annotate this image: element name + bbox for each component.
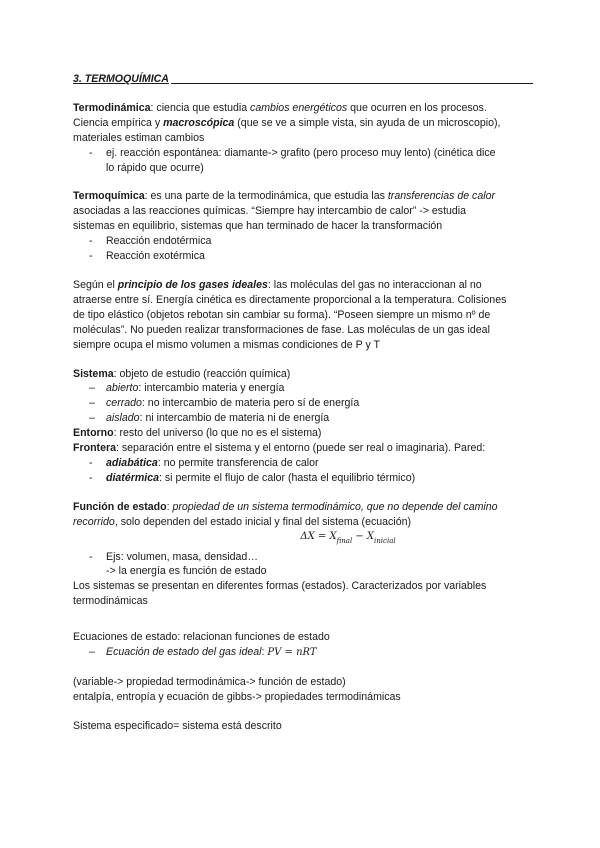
list-item: - diatérmica: si permite el flujo de calor (hasta el equilibrio térmico)	[89, 471, 416, 484]
list-item: - Ejs: volumen, masa, densidad… -> la energía es función de estado	[89, 550, 267, 578]
variables-line-2: entalpía, entropía y ecuación de gibbs-> propiedades termodinámicas	[73, 690, 401, 703]
termodinamica-list	[73, 146, 533, 176]
section-especificado	[73, 719, 533, 734]
especificado-line: Sistema especificado= sistema está descrito	[73, 719, 282, 732]
section-variables	[73, 675, 533, 705]
termoquimica-line-3: sistemas en equilibrio, sistemas que han terminado de hacer la transformación	[73, 220, 443, 233]
section-funcion-estado	[73, 500, 533, 609]
section-sistema	[73, 367, 533, 486]
funcion-line-2: recorrido, solo dependen del estado inicial y final del sistema (ecuación)	[73, 515, 412, 528]
gases-line-2: atraerse entre sí. Energía cinética es directamente proporcional a la temperatura. Colisiones	[73, 293, 507, 306]
funcion-list	[73, 550, 533, 580]
funcion-line-a: Los sistemas se presentan en diferentes formas (estados). Caracterizados por variables	[73, 580, 487, 593]
gases-line-5: siempre ocupa el mismo volumen a mismas condiciones de P y T	[73, 338, 380, 351]
sistema-line: Sistema: objeto de estudio (reacción química)	[73, 367, 291, 380]
termodinamica-line-2: Ciencia empírica y macroscópica (que se ve a simple vista, sin ayuda de un microscopio),	[73, 116, 501, 129]
gases-line-3: de tipo elástico (objetos rebotan sin cambiar su forma). “Poseen siempre un mismo nº de	[73, 308, 491, 321]
termoquimica-line-2: asociadas a las reacciones químicas. “Siempre hay intercambio de calor” -> estudia	[73, 205, 467, 218]
funcion-line-b: termodinámicas	[73, 595, 148, 608]
termodinamica-line-3: materiales estiman cambios	[73, 131, 205, 144]
list-item: - Reacción endotérmica	[89, 235, 212, 248]
list-item: – Ecuación de estado del gas ideal: PV = nRT	[89, 646, 317, 659]
section-gases-ideales	[73, 278, 533, 353]
document-page	[73, 72, 533, 734]
list-item: - adiabática: no permite transferencia de calor	[89, 456, 319, 469]
gases-line-4: moléculas”. No pueden realizar transformaciones de fase. Las moléculas de un gas ideal	[73, 323, 490, 336]
list-item: - Reacción exotérmica	[89, 250, 205, 263]
sistema-list	[73, 381, 533, 426]
termoquimica-line-1: Termoquímica: es una parte de la termodinámica, que estudia las transferencias de calor	[73, 190, 496, 203]
list-item: – abierto: intercambio materia y energía	[89, 382, 285, 395]
section-termoquimica	[73, 189, 533, 264]
list-item: – cerrado: no intercambio de materia pero sí de energía	[89, 397, 360, 410]
entorno-line: Entorno: resto del universo (lo que no es el sistema)	[73, 427, 322, 440]
heading-row	[73, 72, 533, 87]
variables-line-1: (variable-> propiedad termodinámica-> función de estado)	[73, 676, 346, 688]
equation-delta-x: $\Delta X = X_{final} - X_{inicial}$	[300, 530, 396, 545]
termodinamica-line-1: Termodinámica: ciencia que estudia cambios energéticos que ocurren en los procesos.	[73, 101, 487, 114]
list-item: - ej. reacción espontánea: diamante-> grafito (pero proceso muy lento) (cinética dice lo rápido que ocurre)	[89, 146, 496, 174]
section-termodinamica	[73, 101, 533, 176]
page-title: 3. TERMOQUÍMICA	[73, 73, 169, 85]
list-item: – aislado: ni intercambio de materia ni de energía	[89, 412, 330, 425]
gases-line-1: Según el principio de los gases ideales: las moléculas del gas no interaccionan al no	[73, 278, 482, 291]
heading-underline	[171, 83, 533, 84]
section-ecuaciones	[73, 623, 533, 661]
ecuaciones-list	[73, 645, 533, 661]
pared-list	[73, 456, 533, 486]
funcion-line-1: Función de estado: propiedad de un sistema termodinámico, que no depende del camino	[73, 500, 498, 513]
ecuaciones-line: Ecuaciones de estado: relacionan funciones de estado	[73, 631, 330, 644]
frontera-line: Frontera: separación entre el sistema y el entorno (puede ser real o imaginaria). Pared:	[73, 442, 486, 455]
termoquimica-list	[73, 234, 533, 264]
